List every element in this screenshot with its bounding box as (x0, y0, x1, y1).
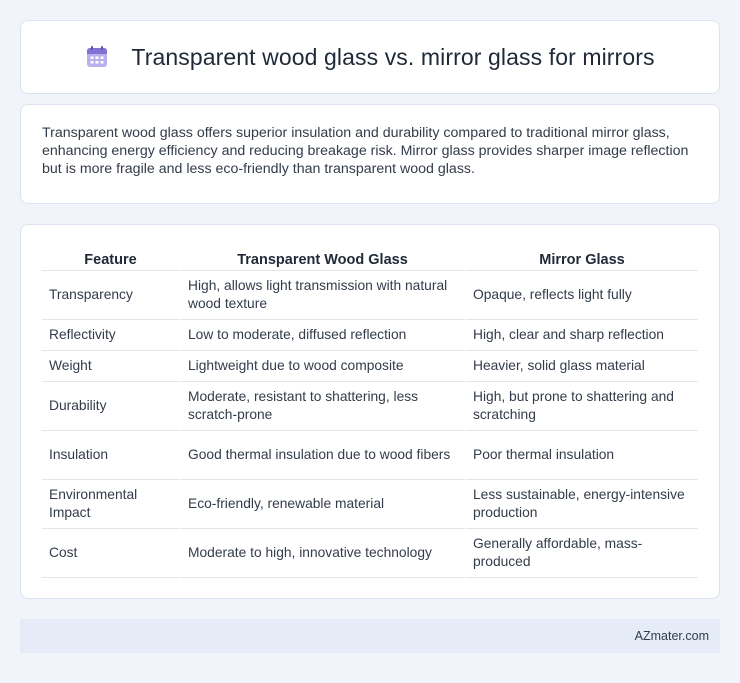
comparison-table (42, 247, 698, 578)
footer-brand[interactable]: AZmater.com (634, 629, 709, 643)
page-title: Transparent wood glass vs. mirror glass for mirrors (131, 43, 655, 70)
feature-cell: Cost (42, 529, 179, 578)
transparent-wood-cell: Moderate to high, innovative technology (179, 529, 464, 578)
calendar-icon (85, 45, 109, 69)
feature-cell: Insulation (42, 431, 179, 480)
mirror-glass-cell: Opaque, reflects light fully (464, 271, 698, 320)
mirror-glass-cell: Less sustainable, energy-intensive production (464, 480, 698, 529)
table-row (42, 382, 698, 431)
table-header-row (42, 247, 698, 271)
feature-cell: Transparency (42, 271, 179, 320)
mirror-glass-cell: Poor thermal insulation (464, 431, 698, 480)
feature-cell: Weight (42, 351, 179, 382)
table-row (42, 351, 698, 382)
transparent-wood-cell: Moderate, resistant to shattering, less scratch-prone (179, 382, 464, 431)
column-header-feature: Feature (42, 247, 179, 271)
table-row (42, 431, 698, 480)
table-row (42, 480, 698, 529)
transparent-wood-cell: Eco-friendly, renewable material (179, 480, 464, 529)
column-header-transparent-wood-glass: Transparent Wood Glass (179, 247, 464, 271)
feature-cell: Reflectivity (42, 320, 179, 351)
transparent-wood-cell: Lightweight due to wood composite (179, 351, 464, 382)
table-row (42, 529, 698, 578)
feature-cell: Environmental Impact (42, 480, 179, 529)
table-row (42, 271, 698, 320)
comparison-table-card (20, 224, 720, 599)
mirror-glass-cell: Heavier, solid glass material (464, 351, 698, 382)
table-row (42, 320, 698, 351)
column-header-mirror-glass: Mirror Glass (464, 247, 698, 271)
intro-text: Transparent wood glass offers superior insulation and durability compared to traditional mirror glass, enhancing energy efficiency and reducing breakage risk. Mirror glass provides sharper image reflection but is more fragile and less eco-friendly than transparent wood glass. (42, 125, 689, 177)
title-card (20, 20, 720, 94)
footer (20, 619, 720, 653)
mirror-glass-cell: Generally affordable, mass-produced (464, 529, 698, 578)
transparent-wood-cell: Good thermal insulation due to wood fibers (179, 431, 464, 480)
mirror-glass-cell: High, but prone to shattering and scratching (464, 382, 698, 431)
mirror-glass-cell: High, clear and sharp reflection (464, 320, 698, 351)
feature-cell: Durability (42, 382, 179, 431)
transparent-wood-cell: Low to moderate, diffused reflection (179, 320, 464, 351)
transparent-wood-cell: High, allows light transmission with natural wood texture (179, 271, 464, 320)
intro-card (20, 104, 720, 204)
